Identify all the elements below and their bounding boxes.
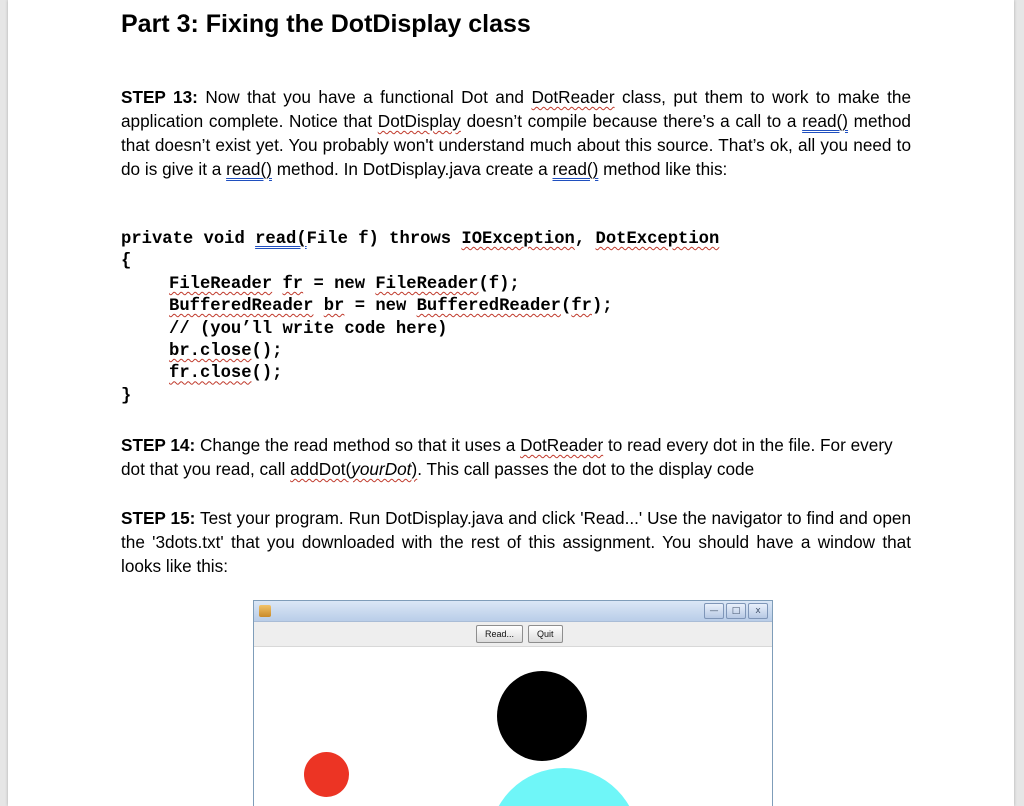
adddot-arg: yourDot — [351, 459, 412, 479]
code-block — [121, 229, 719, 408]
grammar-mark-read: read() — [552, 159, 599, 179]
dot-display-window-screenshot — [253, 600, 773, 806]
code-token — [272, 275, 282, 294]
window-toolbar — [254, 622, 772, 647]
adddot-close: ) — [411, 459, 418, 479]
maximize-icon: □ — [726, 603, 746, 619]
code-token: fr.close — [169, 364, 252, 384]
step-13-text: Now that you have a functional Dot and — [197, 87, 532, 107]
step-14-label: STEP 14: — [121, 435, 196, 455]
code-line-4 — [121, 296, 719, 318]
step-14-paragraph — [121, 433, 911, 481]
code-line-2: { — [121, 252, 132, 272]
page-heading: Part 3: Fixing the DotDisplay class — [121, 10, 531, 38]
step-15-label: STEP 15: — [121, 508, 196, 528]
quit-button: Quit — [528, 625, 563, 643]
code-token: = new — [344, 297, 417, 317]
code-token: fr — [571, 297, 592, 317]
code-token: (); — [251, 341, 283, 361]
code-token: File f) throws — [306, 230, 462, 249]
spelling-mark-dotreader: DotReader — [531, 87, 615, 107]
code-token: IOException — [461, 230, 575, 249]
code-token: = new — [303, 274, 376, 294]
step-14-text: . This call passes the dot to the display code — [417, 459, 755, 479]
step-15-paragraph — [121, 506, 911, 578]
code-token: (f); — [478, 274, 520, 294]
adddot-call: addDot( — [290, 459, 352, 479]
dot-red — [304, 752, 349, 797]
code-line-5: // (you’ll write code here) — [169, 319, 448, 339]
code-token: private void — [121, 230, 256, 249]
java-app-icon — [259, 605, 271, 617]
dot-canvas — [254, 647, 772, 806]
spelling-mark-adddot — [290, 459, 417, 479]
step-13-text: method. In DotDisplay.java create a — [271, 159, 553, 179]
code-line-3 — [121, 274, 719, 296]
dot-black — [497, 671, 587, 761]
document-page — [8, 0, 1014, 806]
step-13-text: method that doesn’t exist yet. You probably won't understand much about this source. That’s ok, all you need to do is give it a — [121, 111, 911, 179]
code-token: br — [323, 297, 345, 317]
step-13-text: class, put them to work to make the application complete. Notice that — [121, 87, 911, 131]
grammar-mark-read: read() — [802, 111, 848, 131]
code-token: , — [574, 230, 596, 249]
code-token: fr — [282, 274, 304, 294]
step-15-text: Test your program. Run DotDisplay.java and click 'Read...' Use the navigator to find and open the '3dots.txt' that you downloaded with the rest of this assignment. You should have a window that looks like this: — [121, 508, 912, 576]
spelling-mark-dotreader: DotReader — [520, 435, 604, 455]
step-13-text: doesn’t compile because there’s a call to a — [460, 111, 803, 131]
code-line-1 — [121, 229, 719, 251]
code-token: BufferedReader — [416, 297, 561, 317]
code-token: br.close — [169, 341, 252, 361]
code-token: read( — [255, 230, 307, 249]
code-line-7 — [121, 363, 719, 385]
minimize-icon: — — [704, 603, 724, 619]
window-controls — [704, 603, 768, 619]
code-token: FileReader — [169, 274, 273, 294]
window-title-bar — [254, 601, 772, 622]
spelling-mark-dotdisplay: DotDisplay — [377, 111, 461, 131]
step-14-text: Change the read method so that it uses a — [195, 435, 521, 455]
code-token: DotException — [595, 230, 720, 249]
step-13-text: method like this: — [598, 159, 728, 179]
code-line-6 — [121, 341, 719, 363]
grammar-mark-read: read() — [226, 159, 272, 179]
code-token — [313, 297, 323, 316]
step-13-paragraph — [121, 85, 911, 181]
code-token: (); — [251, 364, 283, 384]
code-line-8: } — [121, 386, 132, 406]
dot-cyan — [489, 768, 639, 806]
close-icon: x — [748, 603, 768, 619]
step-14-text: to read every dot in the file. For every dot that you read, call — [121, 435, 893, 479]
code-token: BufferedReader — [169, 297, 314, 317]
code-token: FileReader — [375, 274, 479, 294]
code-token: ( — [560, 297, 572, 317]
read-button: Read... — [476, 625, 523, 643]
code-token: ); — [591, 297, 613, 317]
step-13-label: STEP 13: — [121, 87, 198, 107]
